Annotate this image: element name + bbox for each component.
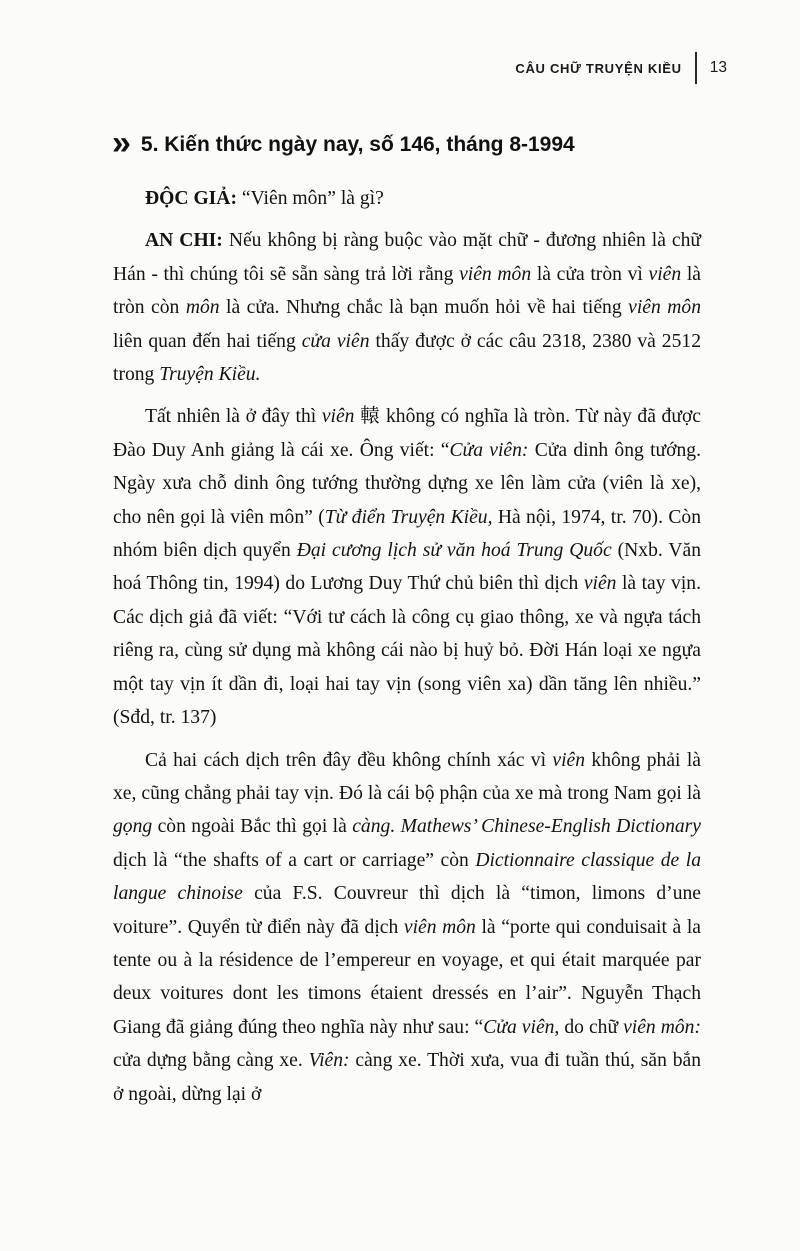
page-body (113, 182, 701, 1120)
text-italic: môn (185, 297, 220, 319)
text-italic: viên môn: (623, 1016, 702, 1038)
text-italic: Dictionnaire classique de la langue chinoise (113, 849, 701, 905)
text-bold: AN CHI: (145, 230, 223, 252)
text-italic: Từ điển Truyện Kiều, (324, 506, 493, 528)
text-italic: viên (648, 263, 682, 285)
text-run: Nếu không bị ràng buộc vào mặt chữ - đương nhiên là chữ Hán - thì chúng tôi sẽ sẵn sàng trả lời rằng (113, 230, 701, 285)
header-divider (695, 52, 697, 84)
running-header (515, 52, 727, 84)
double-chevron-icon: » (112, 124, 128, 162)
text-italic: gọng (113, 816, 153, 838)
paragraph (113, 224, 701, 391)
text-run: còn ngoài Bắc thì gọi là (152, 816, 353, 838)
text-italic: viên (552, 749, 586, 771)
text-run: 轅 không có nghĩa là tròn. Từ này đã được Đào Duy Anh giảng là cái xe. Ông viết: “ (113, 406, 701, 461)
text-run: là tay vịn. Các dịch giả đã viết: “Với tư cách là công cụ giao thông, xe và ngựa tách riêng ra, cùng sử dụng mà không cái nào bị huỷ bỏ. Đời Hán loại xe ngựa một tay vịn ít dần đi, loại hai tay vịn (song viên xa) dần tăng lên nhiều.” (Sđd, tr. 137) (113, 573, 701, 729)
text-italic: viên môn (459, 263, 532, 285)
text-bold: ĐỘC GIẢ: (145, 188, 237, 209)
text-italic: Đại cương lịch sử văn hoá Trung Quốc (296, 540, 612, 562)
text-italic: Mathews’ Chinese-English Dictionary (400, 816, 701, 838)
text-italic: Cửa viên: (449, 439, 529, 461)
text-run: Hà nội, 1974, tr. 70). Còn nhóm biên dịch quyển (113, 506, 701, 562)
text-run: do chữ (559, 1016, 624, 1038)
paragraph (113, 744, 701, 1111)
paragraph (113, 182, 701, 215)
section-heading (112, 124, 575, 162)
text-italic: Cửa viên, (483, 1016, 560, 1038)
text-run: dịch là “the shafts of a cart or carriage” còn (113, 849, 476, 871)
text-italic: viên môn (628, 297, 701, 319)
text-italic: viên môn (403, 916, 476, 938)
text-run: “Viên môn” là gì? (236, 188, 384, 209)
text-run: cửa dựng bằng càng xe. (113, 1050, 309, 1072)
page-number: 13 (709, 59, 727, 76)
text-run: càng xe. Thời xưa, vua đi tuần thú, săn bắn ở ngoài, dừng lại ở (113, 1050, 701, 1105)
text-italic: càng. (352, 816, 396, 838)
running-title: CÂU CHỮ TRUYỆN KIỀU (515, 60, 682, 76)
section-heading-text: 5. Kiến thức ngày nay, số 146, tháng 8-1994 (140, 133, 575, 156)
text-run: Cửa dinh ông tướng. Ngày xưa chỗ dinh ông tướng thường dựng xe lên làm cửa (viên là xe), cho nên gọi là viên môn” ( (113, 439, 701, 528)
text-run: là cửa tròn vì (531, 263, 649, 285)
text-run: không phải là xe, cũng chẳng phải tay vịn. Đó là cái bộ phận của xe mà trong Nam gọi là (113, 749, 701, 804)
text-run: Tất nhiên là ở đây thì (145, 406, 322, 428)
text-italic: viên (321, 406, 355, 428)
text-run: liên quan đến hai tiếng (113, 330, 302, 352)
text-italic: Truyện Kiều. (159, 364, 261, 386)
text-run: là “porte qui conduisait à la tente ou à la résidence de l’empereur en voyage, et qui était marquée par deux voitures dont les timons étaient dressés en l’air”. Nguyễn Thạch Giang đã giảng đúng theo nghĩa này như sau: “ (113, 916, 701, 1038)
paragraph (113, 400, 701, 734)
text-run: là tròn còn (113, 263, 701, 319)
text-run: (Nxb. Văn hoá Thông tin, 1994) do Lương Duy Thứ chủ biên thì dịch (113, 540, 702, 595)
text-italic: cửa viên (301, 330, 370, 352)
text-run: là cửa. Nhưng chắc là bạn muốn hỏi về hai tiếng (219, 297, 629, 319)
text-run: Cả hai cách dịch trên đây đều không chính xác vì (145, 749, 553, 771)
text-italic: Viên: (308, 1050, 350, 1072)
text-run: thấy được ở các câu 2318, 2380 và 2512 trong (113, 330, 701, 386)
text-italic: viên (583, 573, 617, 595)
text-run: của F.S. Couvreur thì dịch là “timon, limons d’une voiture”. Quyển từ điển này đã dịch (113, 883, 701, 938)
